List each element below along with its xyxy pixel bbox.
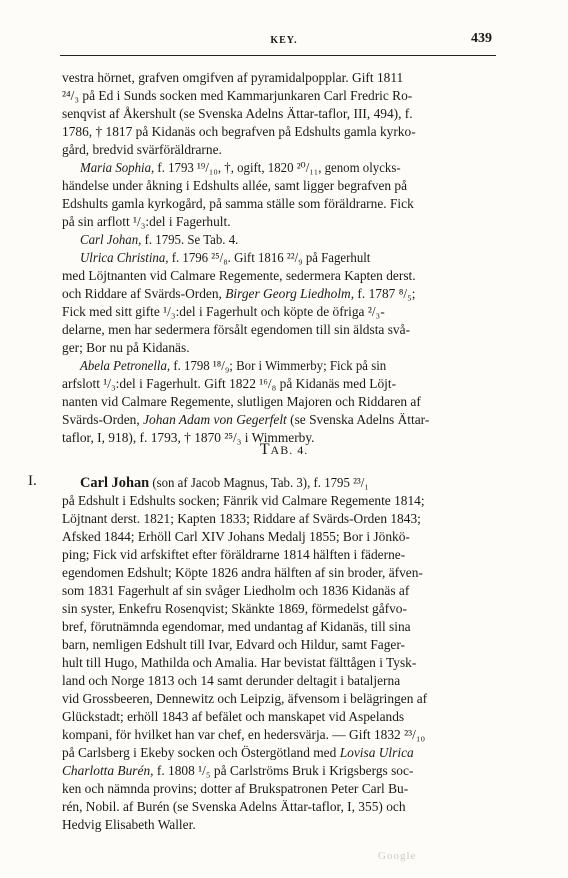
text-line: nanten vid Calmare Regemente, slutligen Majoren och Riddaren af (62, 394, 421, 409)
text-segment: (son af Jacob Magnus, Tab. 3), f. 1795 ²³/₁ (152, 475, 369, 490)
text-line: arfslott ¹/₃:del i Fagerhult. Gift 1822 ¹⁶/₈ på Kidanäs med Löjt- (62, 376, 397, 391)
running-title: KEY. (270, 35, 298, 46)
person-entry (80, 473, 498, 493)
text-line: vid Grossbeeren, Dennewitz och Leipzig, äfvensom i belägringen af (62, 691, 428, 706)
text-segment: f. 1787 ⁸/₅; (357, 286, 416, 301)
text-segment: f. 1793 ¹⁹/₁₀, †, ogift, 1820 ²⁰/₁₁, genom olycks- (157, 160, 401, 175)
text-line: senqvist af Åkershult (se Svenska Adelns Ättar-taflor, III, 494), f. (62, 106, 413, 121)
text-line: Fick med sitt gifte ¹/₃:del i Fagerhult och köpte de öfriga ²/₃- (62, 304, 385, 319)
text-line: Glückstadt; erhöll 1843 af befälet och manskapet vid Aspelands (62, 709, 405, 724)
text-line: sin syster, Enkefru Rosenqvist; Skänkte 1869, förmedelst gåfvo- (62, 601, 407, 616)
text-line: egendomen Edshult; Köpte 1826 andra hälften af sin broder, äfven- (62, 565, 423, 580)
text-line: med Löjtnanten vid Calmare Regemente, sedermera Kapten derst. (62, 268, 416, 283)
text-line: 1786, † 1817 på Kidanäs och begrafven på Edshults gamla kyrko- (62, 124, 416, 139)
entry-marker: I. (28, 473, 37, 489)
text-segment: f. 1796 ²⁵/₈. Gift 1816 ²²/₉ på Fagerhult (171, 250, 371, 265)
person-entry (80, 249, 498, 267)
person-entry (80, 231, 498, 249)
text-line: gård, bredvid svärföräldrarne. (62, 142, 222, 157)
text-line: barn, nemligen Edshult till Ivar, Edvard och Hildur, samt Fager- (62, 637, 406, 652)
wife-name: Charlotta Burén, (62, 763, 154, 778)
text-segment: f. 1798 ¹⁸/₉; Bor i Wimmerby; Fick på sin (173, 358, 387, 373)
text-line: på sin arflott ¹/₃:del i Fagerhult. (62, 214, 231, 229)
person-name: Carl Johan (80, 475, 150, 491)
person-name: Abela Petronella, (80, 358, 171, 373)
text-line: land och Norge 1813 och 14 samt derunder deltagit i bataljerna (62, 673, 401, 688)
text-line: hult till Hugo, Mathilda och Amalia. Har bevistat fälttågen i Tysk- (62, 655, 417, 670)
person-entry (80, 357, 498, 375)
text-line: ger; Bor nu på Kidanäs. (62, 340, 190, 355)
text-line (62, 411, 498, 429)
text-line: taflor, I, 918), f. 1793, † 1870 ²⁵/₃ i Wimmerby. (62, 430, 315, 445)
heading-rest: AB. 4. (270, 443, 309, 457)
text-line (62, 744, 498, 762)
text-line: vestra hörnet, grafven omgifven af pyramidalpopplar. Gift 1811 (62, 70, 404, 85)
text-line: ken och nämnda provins; dotter af Brukspatronen Peter Carl Bu- (62, 781, 409, 796)
text-segment: Svärds-Orden, (62, 412, 140, 427)
text-line: på Edshult i Edshults socken; Fänrik vid Calmare Regemente 1814; (62, 493, 425, 508)
text-line: Löjtnant derst. 1821; Kapten 1833; Riddare af Svärds-Orden 1843; (62, 511, 421, 526)
text-line: händelse under åkning i Edshults allée, samt ligger begrafven på (62, 178, 408, 193)
text-line (62, 762, 498, 780)
text-line: ping; Fick vid arfskiftet efter föräldrarne 1814 hälften i fäderne- (62, 547, 406, 562)
text-line: rén, Nobil. af Burén (se Svenska Adelns Ättar-taflor, I, 355) och (62, 799, 406, 814)
person-entry (80, 159, 498, 177)
text-line: Hedvig Elisabeth Waller. (62, 817, 196, 832)
section-heading (0, 441, 568, 459)
wife-name: Lovisa Ulrica (339, 745, 414, 760)
text-line: som 1831 Fagerhult af sin svåger Liedholm och 1836 Kidanäs af (62, 583, 410, 598)
text-line (62, 285, 498, 303)
page-header (0, 30, 568, 50)
spouse-name: Birger Georg Liedholm, (225, 286, 355, 301)
person-name: Maria Sophia, (80, 160, 155, 175)
text-line: kompani, för hvilket han var chef, en hedersvärja. — Gift 1832 ²³/₁₀ (62, 727, 426, 742)
text-line: Edshults gamla kyrkogård, på samma ställe som föräldrarne. Fick (62, 196, 414, 211)
text-segment: på Carlsberg i Ekeby socken och Östergötland med (62, 745, 337, 760)
text-line: bref, förutnämnda egendomar, med undantag af Kidanäs, till sina (62, 619, 411, 634)
text-line: delarne, men har sedermera försålt egendomen till sin äldsta svå- (62, 322, 411, 337)
heading-initial: T (259, 441, 271, 458)
text-line: ²⁴/₃ på Ed i Sunds socken med Kammarjunkaren Carl Fredric Ro- (62, 88, 413, 103)
person-name: Carl Johan, (80, 232, 142, 247)
scan-watermark: Google (378, 850, 417, 862)
text-segment: (se Svenska Adelns Ättar- (290, 412, 430, 427)
text-segment: f. 1795. Se Tab. 4. (144, 232, 239, 247)
text-segment: f. 1808 ¹/₅ på Carlströms Bruk i Krigsbergs soc- (156, 763, 414, 778)
spouse-name: Johan Adam von Gegerfelt (143, 412, 287, 427)
person-name: Ulrica Christina, (80, 250, 169, 265)
text-segment: och Riddare af Svärds-Orden, (62, 286, 222, 301)
text-line: Afsked 1844; Erhöll Carl XIV Johans Medalj 1855; Bor i Jönkö- (62, 529, 410, 544)
page-number: 439 (471, 31, 492, 46)
header-rule (60, 55, 496, 56)
